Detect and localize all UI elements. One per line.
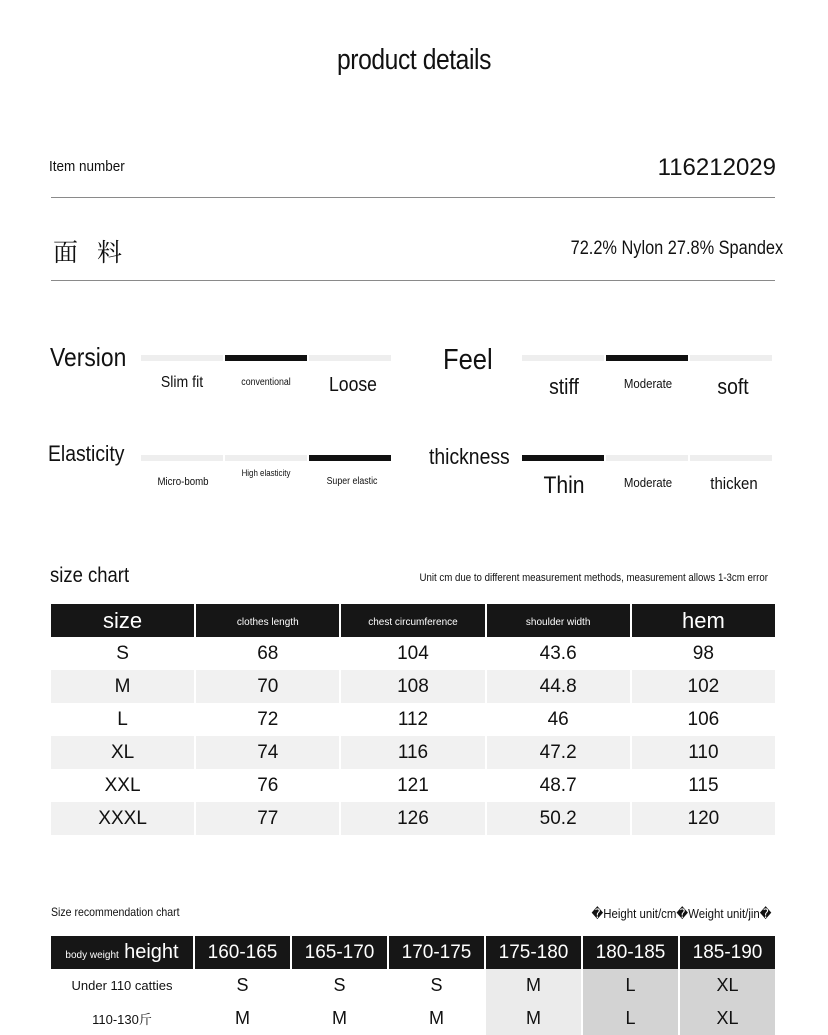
table-cell: 106 bbox=[687, 708, 720, 730]
table-cell: 50.2 bbox=[487, 802, 630, 835]
recommended-size-cell: M bbox=[486, 1002, 581, 1035]
version-option-conventional: conventional bbox=[241, 377, 291, 388]
size-recommendation-table bbox=[49, 936, 777, 1035]
feel-option-soft: soft bbox=[717, 374, 749, 399]
recommended-size-cell: M bbox=[235, 1008, 250, 1028]
scale-segment-selected bbox=[309, 455, 391, 461]
header-corner bbox=[51, 936, 193, 969]
scale-segment bbox=[309, 355, 391, 361]
table-cell: 110 bbox=[632, 736, 775, 769]
version-label: Version bbox=[50, 342, 127, 372]
recommended-size-cell: M bbox=[486, 969, 581, 1002]
size-chart-note: Unit cm due to different measurement methods, measurement allows 1-3cm error bbox=[419, 572, 768, 584]
table-row bbox=[51, 969, 775, 1002]
version-option-loose: Loose bbox=[329, 374, 377, 396]
feel-option-stiff: stiff bbox=[549, 374, 579, 399]
elasticity-option-micro: Micro-bomb bbox=[157, 476, 209, 488]
recommendation-title: Size recommendation chart bbox=[51, 905, 180, 919]
table-cell: XL bbox=[51, 736, 194, 769]
divider bbox=[51, 280, 775, 281]
table-cell: 68 bbox=[257, 642, 279, 664]
table-row bbox=[51, 637, 775, 670]
elasticity-label: Elasticity bbox=[48, 441, 125, 466]
table-cell: 104 bbox=[397, 642, 429, 664]
table-cell: 108 bbox=[341, 670, 484, 703]
elasticity-scale bbox=[141, 455, 393, 461]
table-cell: 112 bbox=[397, 708, 429, 730]
scale-segment bbox=[522, 355, 604, 361]
feel-option-moderate: Moderate bbox=[623, 376, 673, 391]
elasticity-option-high: High elasticity bbox=[241, 468, 291, 478]
elasticity-option-super: Super elastic bbox=[326, 476, 378, 487]
thickness-option-moderate: Moderate bbox=[623, 475, 673, 490]
recommended-size-cell: S bbox=[333, 975, 346, 995]
recommended-size-cell: L bbox=[583, 1002, 678, 1035]
recommended-size-cell: S bbox=[430, 975, 443, 995]
feel-label: Feel bbox=[443, 344, 493, 376]
table-cell: 98 bbox=[692, 642, 714, 664]
thickness-scale bbox=[522, 455, 774, 461]
scale-segment bbox=[690, 355, 772, 361]
recommended-size-cell: M bbox=[429, 1008, 444, 1028]
table-row bbox=[51, 736, 775, 769]
thickness-option-thin: Thin bbox=[543, 472, 585, 499]
table-cell: 48.7 bbox=[539, 774, 577, 796]
scale-segment bbox=[225, 455, 307, 461]
recommended-size-cell: M bbox=[332, 1008, 347, 1028]
table-row bbox=[51, 1002, 775, 1035]
scale-segment-selected bbox=[522, 455, 604, 461]
table-cell: 102 bbox=[632, 670, 775, 703]
thickness-option-thicken: thicken bbox=[710, 474, 758, 493]
header-height-range: 170-175 bbox=[389, 936, 484, 969]
table-cell: M bbox=[51, 670, 194, 703]
item-number-label: Item number bbox=[49, 158, 125, 175]
thickness-label: thickness bbox=[429, 444, 510, 469]
corner-height-label: height bbox=[124, 941, 179, 963]
table-row bbox=[51, 802, 775, 835]
scale-segment-selected bbox=[606, 355, 688, 361]
version-scale bbox=[141, 355, 393, 361]
weight-range-label: 110-130斤 bbox=[92, 1012, 152, 1027]
header-clothes-length: clothes length bbox=[196, 604, 339, 637]
recommendation-units: �Height unit/cm�Weight unit/jin� bbox=[591, 906, 771, 921]
table-cell: L bbox=[117, 708, 128, 730]
weight-range-label: Under 110 catties bbox=[71, 978, 173, 993]
table-cell: 77 bbox=[196, 802, 339, 835]
table-cell: 43.6 bbox=[539, 642, 577, 664]
table-row bbox=[51, 670, 775, 703]
recommended-size-cell: S bbox=[236, 975, 249, 995]
table-cell: S bbox=[116, 642, 129, 664]
recommended-size-cell: XL bbox=[680, 1002, 775, 1035]
recommended-size-cell: L bbox=[583, 969, 678, 1002]
fabric-value: 72.2% Nylon 27.8% Spandex bbox=[570, 238, 783, 259]
table-cell: 76 bbox=[257, 774, 279, 796]
table-cell: 74 bbox=[196, 736, 339, 769]
header-height-range: 185-190 bbox=[680, 936, 775, 969]
scale-segment bbox=[141, 455, 223, 461]
item-number-value: 116212029 bbox=[657, 154, 776, 181]
table-cell: 126 bbox=[341, 802, 484, 835]
header-height-range: 175-180 bbox=[486, 936, 581, 969]
divider bbox=[51, 197, 775, 198]
header-hem: hem bbox=[632, 604, 775, 637]
header-shoulder-width: shoulder width bbox=[487, 604, 630, 637]
table-cell: XXL bbox=[104, 774, 141, 796]
table-header-row bbox=[51, 936, 775, 969]
header-height-range: 160-165 bbox=[195, 936, 290, 969]
table-cell: 44.8 bbox=[487, 670, 630, 703]
size-chart-table bbox=[49, 604, 777, 835]
table-cell: 72 bbox=[257, 708, 279, 730]
scale-segment bbox=[690, 455, 772, 461]
corner-weight-label: body weight bbox=[65, 950, 119, 961]
table-cell: 46 bbox=[547, 708, 569, 730]
table-cell: 115 bbox=[688, 774, 719, 796]
fabric-label: 面 料 bbox=[53, 239, 128, 267]
page-title: product details bbox=[337, 44, 491, 76]
table-cell: 47.2 bbox=[487, 736, 630, 769]
scale-segment bbox=[606, 455, 688, 461]
header-height-range: 165-170 bbox=[292, 936, 387, 969]
recommended-size-cell: XL bbox=[680, 969, 775, 1002]
header-height-range: 180-185 bbox=[583, 936, 678, 969]
table-cell: 70 bbox=[196, 670, 339, 703]
version-option-slim: Slim fit bbox=[160, 374, 204, 391]
scale-segment-selected bbox=[225, 355, 307, 361]
table-row bbox=[51, 769, 775, 802]
table-cell: 120 bbox=[632, 802, 775, 835]
table-cell: XXXL bbox=[51, 802, 194, 835]
feel-scale bbox=[522, 355, 774, 361]
table-cell: 121 bbox=[397, 774, 429, 796]
size-chart-title: size chart bbox=[50, 564, 130, 587]
header-chest-circumference: chest circumference bbox=[341, 604, 484, 637]
header-size: size bbox=[51, 604, 194, 637]
table-row bbox=[51, 703, 775, 736]
table-header-row bbox=[51, 604, 775, 637]
scale-segment bbox=[141, 355, 223, 361]
table-cell: 116 bbox=[341, 736, 484, 769]
